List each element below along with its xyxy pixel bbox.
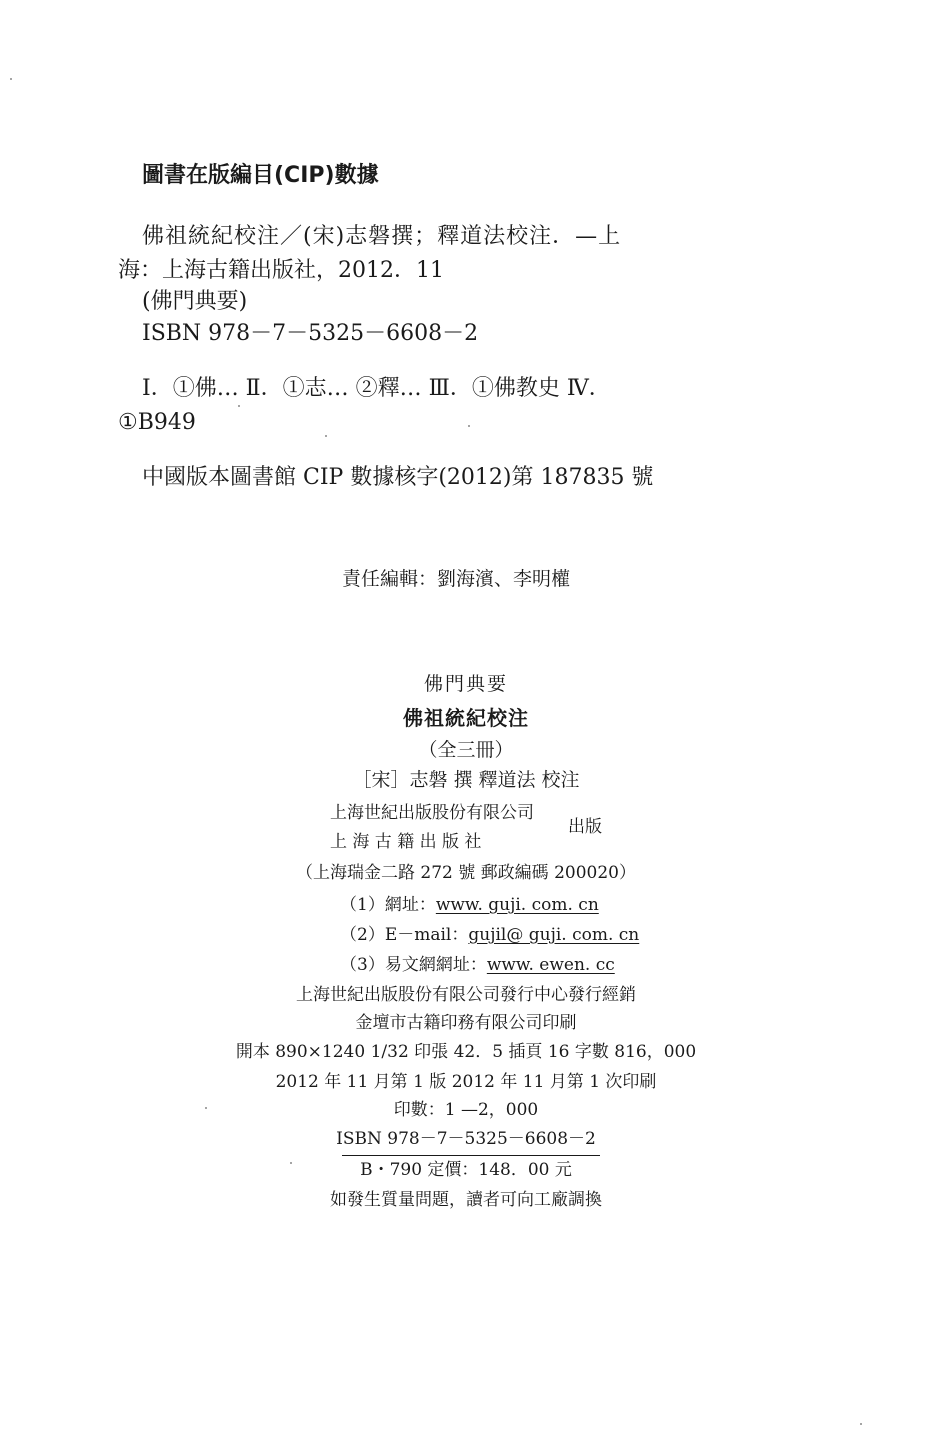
email-link[interactable]: gujil@ guji. com. cn xyxy=(468,925,640,945)
publisher-company: 上海世紀出版股份有限公司 xyxy=(330,803,534,823)
cip-line-isbn: ISBN 978－7－5325－6608－2 xyxy=(142,321,479,346)
series-name: 佛門典要 xyxy=(423,673,508,695)
quality-notice: 如發生質量問題，讀者可向工廠調換 xyxy=(330,1190,602,1210)
scan-speck xyxy=(860,1423,862,1425)
scan-speck xyxy=(468,425,470,427)
printer-line: 金壇市古籍印務有限公司印刷 xyxy=(355,1013,577,1033)
scan-speck xyxy=(238,405,240,407)
scan-speck xyxy=(10,78,12,80)
distributor-line: 上海世紀出版股份有限公司發行中心發行經銷 xyxy=(296,985,636,1005)
cip-line-series: (佛門典要) xyxy=(142,289,248,314)
website-line-2 xyxy=(340,927,639,944)
cip-line-publisher: 海：上海古籍出版社，2012．11 xyxy=(118,258,444,283)
cip-heading: 圖書在版編目(CIP)數據 xyxy=(142,163,379,188)
cip-line-classification: Ⅰ．①佛… Ⅱ．①志… ②釋… Ⅲ．①佛教史 Ⅳ． xyxy=(142,376,611,401)
email-prefix: （2）E－mail： xyxy=(340,925,469,945)
book-title: 佛祖統紀校注 xyxy=(403,706,529,730)
website-1-link[interactable]: www. guji. com. cn xyxy=(435,895,599,915)
website-3-link[interactable]: www. ewen. cc xyxy=(486,955,615,975)
price-line: B・790 定價：148．00 元 xyxy=(360,1160,572,1180)
colophon-isbn: ISBN 978－7－5325－6608－2 xyxy=(336,1129,596,1149)
website-line-1 xyxy=(340,897,599,914)
website-3-prefix: （3）易文網網址： xyxy=(340,955,487,975)
cip-line-classification-2: ①B949 xyxy=(118,410,196,435)
scan-speck xyxy=(325,435,327,437)
publisher-address: （上海瑞金二路 272 號 郵政編碼 200020） xyxy=(296,863,636,883)
cip-line-record-number: 中國版本圖書館 CIP 數據核字(2012)第 187835 號 xyxy=(142,465,654,490)
publish-label: 出版 xyxy=(568,817,602,837)
website-line-3 xyxy=(340,957,615,974)
scan-speck xyxy=(205,1107,207,1109)
print-run: 印數：1 —2，000 xyxy=(393,1100,539,1120)
authors-line: ［宋］志磐 撰 釋道法 校注 xyxy=(352,769,580,791)
isbn-rule xyxy=(342,1155,600,1156)
scan-speck xyxy=(290,1162,292,1164)
cip-line-title: 佛祖統紀校注／(宋)志磐撰；釋道法校注．—上 xyxy=(142,224,622,249)
website-1-prefix: （1）網址： xyxy=(340,895,436,915)
responsible-editors: 責任編輯：劉海濱、李明權 xyxy=(342,568,571,590)
edition-info: 2012 年 11 月第 1 版 2012 年 11 月第 1 次印刷 xyxy=(275,1072,657,1092)
volume-count: （全三冊） xyxy=(418,739,514,761)
format-specs: 開本 890×1240 1/32 印張 42．5 插頁 16 字數 816，000 xyxy=(235,1042,697,1062)
publisher-imprint: 上 海 古 籍 出 版 社 xyxy=(330,832,482,852)
